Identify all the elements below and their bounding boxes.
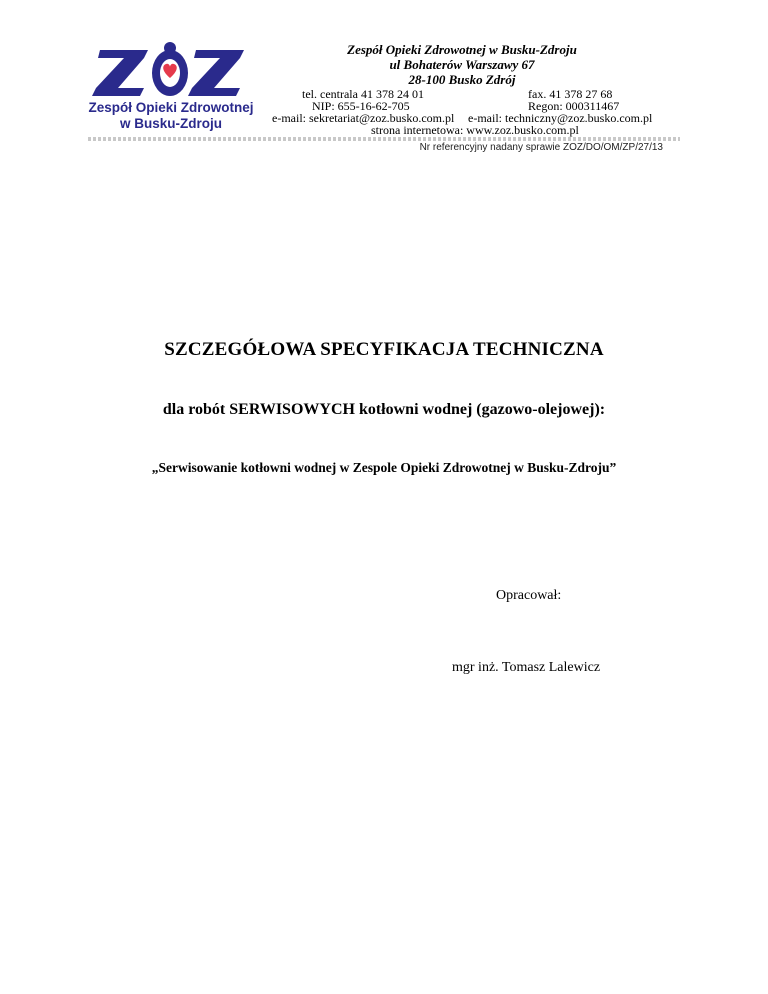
- document-title: SZCZEGÓŁOWA SPECYFIKACJA TECHNICZNA: [164, 339, 604, 360]
- org-name: Zespół Opieki Zdrowotnej w Busku-Zdroju: [347, 42, 577, 57]
- zoz-logo: [86, 40, 256, 140]
- task-name: „Serwisowanie kotłowni wodnej w Zespole Opieki Zdrowotnej w Busku-Zdroju”: [151, 460, 617, 475]
- prepared-by-name: mgr inż. Tomasz Lalewicz: [452, 660, 601, 675]
- logo-name-line2: w Busku-Zdroju: [120, 116, 222, 131]
- logo-caption: [86, 100, 256, 132]
- website: strona internetowa: www.zoz.busko.com.pl: [371, 123, 579, 137]
- regon-number: Regon: 000311467: [528, 99, 620, 113]
- phone-number: tel. centrala 41 378 24 01: [302, 87, 424, 101]
- fax-number: fax. 41 378 27 68: [528, 87, 613, 101]
- prepared-by-label: Opracował:: [496, 588, 562, 603]
- email-technical: e-mail: techniczny@zoz.busko.com.pl: [468, 111, 653, 125]
- header-divider: [88, 137, 680, 141]
- document-subtitle: dla robót SERWISOWYCH kotłowni wodnej (gazowo-olejowej):: [162, 401, 606, 418]
- nip-number: NIP: 655-16-62-705: [312, 99, 410, 113]
- zoz-logo-mark-icon: [86, 40, 256, 100]
- reference-number: Nr referencyjny nadany sprawie ZOZ/DO/OM/ZP/27/13: [419, 142, 663, 153]
- org-street: ul Bohaterów Warszawy 67: [389, 57, 535, 72]
- logo-name-line1: Zespół Opieki Zdrowotnej: [88, 100, 254, 115]
- org-city: 28-100 Busko Zdrój: [408, 72, 516, 87]
- email-secretariat: e-mail: sekretariat@zoz.busko.com.pl: [272, 111, 455, 125]
